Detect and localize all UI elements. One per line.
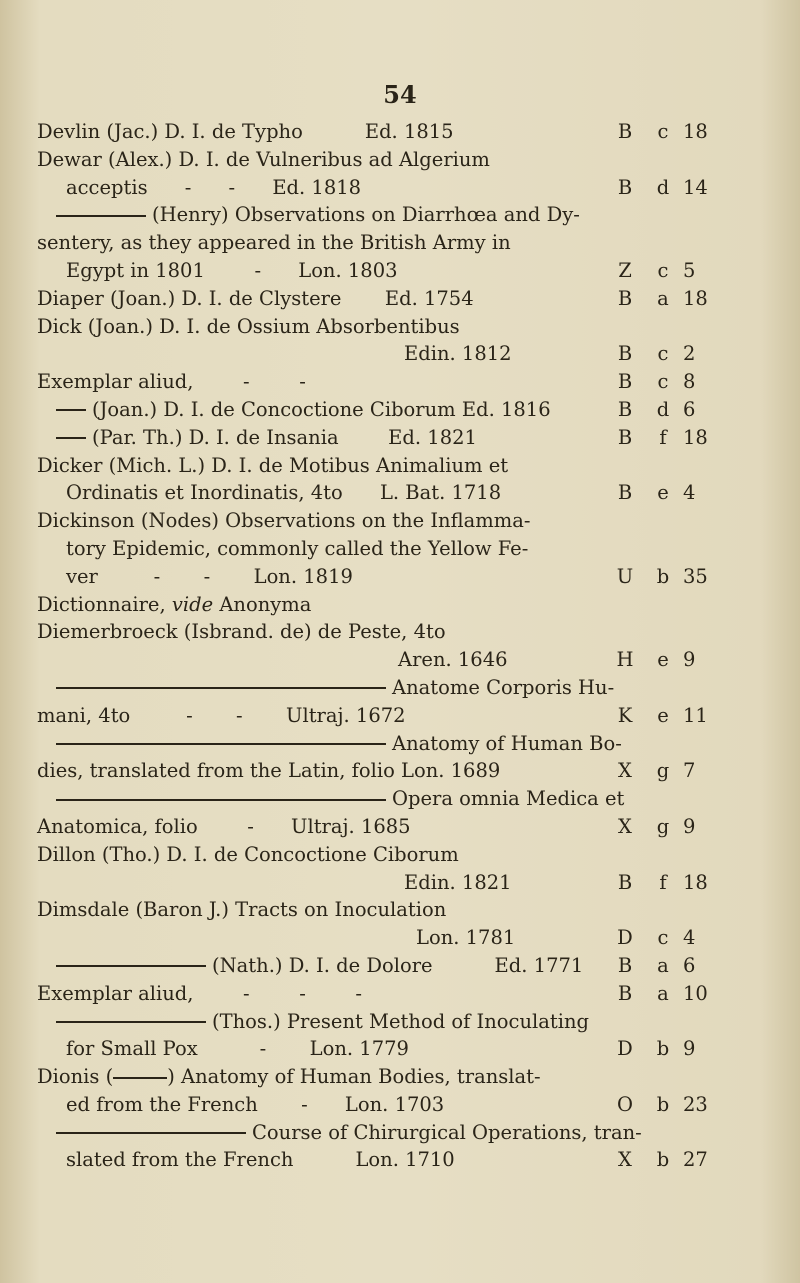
catalogue-line	[0, 1063, 800, 1091]
entry-text	[37, 757, 500, 785]
entry-text-main: dies, translated from the Latin, folio Lon. 1689	[37, 759, 501, 783]
shelf-sub-letter: g	[656, 759, 670, 783]
catalogue-line	[0, 785, 800, 813]
catalogue-line	[0, 563, 800, 591]
catalogue-line	[0, 285, 800, 313]
shelf-number: 18	[683, 120, 708, 143]
entry-text	[37, 702, 406, 730]
entry-text-main: acceptis - - Ed. 1818	[66, 175, 362, 199]
entry-text	[56, 201, 580, 229]
catalogue-line	[0, 174, 800, 202]
entry-text	[56, 1119, 642, 1147]
catalogue-line	[0, 368, 800, 396]
catalogue-line	[0, 479, 800, 507]
shelf-sub-letter: b	[656, 1148, 670, 1172]
ditto-rule	[56, 215, 146, 217]
shelf-letter: B	[617, 286, 633, 310]
entry-text-main: Edin. 1821	[404, 870, 512, 894]
shelf-sub-letter: c	[657, 258, 669, 282]
shelf-number: 18	[683, 286, 708, 310]
page-number: 54	[383, 80, 417, 109]
shelf-sub-letter: a	[657, 981, 669, 1005]
entry-text-main: (Henry) Observations on Diarrhœa and Dy-	[152, 203, 580, 227]
entry-text	[56, 785, 624, 813]
shelf-sub-letter: e	[657, 481, 669, 505]
entry-text	[416, 924, 515, 952]
entry-text-main: Ordinatis et Inordinatis, 4to L. Bat. 1718	[66, 481, 502, 505]
catalogue-line	[0, 869, 800, 897]
entry-text-main: ver - - Lon. 1819	[66, 564, 353, 588]
entry-text-main: ed from the French - Lon. 1703	[66, 1092, 445, 1116]
blank-rule	[113, 1077, 167, 1079]
shelf-number: 2	[683, 342, 696, 366]
entry-text-main: Dionis (	[37, 1065, 114, 1089]
ditto-rule	[56, 799, 386, 801]
entry-text-main: Dicker (Mich. L.) D. I. de Motibus Animalium et	[37, 453, 509, 477]
entry-text-main: Edin. 1812	[404, 342, 512, 366]
catalogue-line	[0, 896, 800, 924]
catalogue-line	[0, 1008, 800, 1036]
entry-text	[37, 146, 490, 174]
shelf-number: 18	[683, 425, 708, 449]
shelf-sub-letter: e	[657, 648, 669, 672]
ditto-rule	[56, 409, 86, 411]
entry-text	[56, 952, 583, 980]
entry-text-main: Dillon (Tho.) D. I. de Concoctione Ciborum	[37, 842, 459, 866]
catalogue-line	[0, 1146, 800, 1174]
entry-text	[37, 229, 511, 257]
entry-text	[37, 591, 311, 619]
entry-text	[66, 174, 361, 202]
shelf-letter: X	[618, 814, 632, 838]
shelf-sub-letter: g	[656, 814, 670, 838]
catalogue-line	[0, 841, 800, 869]
shelf-sub-letter: b	[656, 564, 670, 588]
entry-text	[66, 479, 501, 507]
entry-text	[398, 646, 508, 674]
ditto-rule	[56, 437, 86, 439]
entry-text-main: mani, 4to - - Ultraj. 1672	[37, 703, 406, 727]
catalogue-line	[0, 229, 800, 257]
entry-text-main: Egypt in 1801 - Lon. 1803	[66, 258, 398, 282]
entry-text	[37, 896, 446, 924]
entry-text	[37, 313, 460, 341]
shelf-sub-letter: f	[659, 425, 667, 449]
catalogue-line	[0, 507, 800, 535]
catalogue-line	[0, 757, 800, 785]
entry-text-main: Anatomica, folio - Ultraj. 1685	[37, 814, 411, 838]
entry-text	[37, 118, 454, 146]
entry-text	[37, 813, 411, 841]
entry-text	[66, 1146, 455, 1174]
ditto-rule	[56, 743, 386, 745]
catalogue-line	[0, 1091, 800, 1119]
entry-text-continued: Anonyma	[213, 592, 312, 616]
shelf-letter: D	[617, 1037, 633, 1061]
entry-text-main: Exemplar aliud, - -	[37, 370, 306, 394]
entry-text-main: (Par. Th.) D. I. de Insania Ed. 1821	[92, 425, 477, 449]
shelf-sub-letter: c	[657, 120, 669, 143]
entry-text-main: Dickinson (Nodes) Observations on the Inflamma-	[37, 509, 531, 533]
shelf-number: 10	[683, 981, 708, 1005]
shelf-number: 6	[683, 953, 696, 977]
catalogue-line	[0, 313, 800, 341]
entry-text-main: Dick (Joan.) D. I. de Ossium Absorbentibus	[37, 314, 460, 338]
shelf-letter: B	[617, 981, 633, 1005]
catalogue-line	[0, 396, 800, 424]
entry-text-main: slated from the French Lon. 1710	[66, 1148, 455, 1172]
entry-text-main: Course of Chirurgical Operations, tran-	[252, 1120, 642, 1144]
shelf-number: 11	[683, 703, 708, 727]
catalogue-line	[0, 201, 800, 229]
shelf-number: 4	[683, 926, 696, 950]
catalogue-line	[0, 618, 800, 646]
catalogue-line	[0, 924, 800, 952]
catalogue-line	[0, 674, 800, 702]
shelf-number: 9	[683, 814, 696, 838]
shelf-number: 4	[683, 481, 696, 505]
entry-text	[56, 730, 622, 758]
shelf-letter: K	[617, 703, 633, 727]
entry-italic: vide	[171, 592, 214, 616]
entry-text-main: for Small Pox - Lon. 1779	[66, 1037, 409, 1061]
catalogue-line	[0, 1119, 800, 1147]
shelf-letter: B	[617, 953, 633, 977]
entry-text	[37, 507, 530, 535]
shelf-sub-letter: c	[657, 370, 669, 394]
entry-text-main: (Thos.) Present Method of Inoculating	[212, 1009, 589, 1033]
entry-text	[56, 674, 614, 702]
shelf-letter: X	[618, 1148, 632, 1172]
shelf-sub-letter: e	[657, 703, 669, 727]
shelf-letter: O	[617, 1092, 633, 1116]
entry-text	[37, 452, 508, 480]
shelf-sub-letter: f	[659, 870, 667, 894]
ditto-rule	[56, 965, 206, 967]
entry-text-main: Diemerbroeck (Isbrand. de) de Peste, 4to	[37, 620, 446, 644]
entry-text-main: tory Epidemic, commonly called the Yellow Fe-	[66, 536, 529, 560]
entry-text	[404, 869, 512, 897]
shelf-sub-letter: a	[657, 953, 669, 977]
entry-text	[37, 1063, 541, 1091]
entry-text	[66, 563, 353, 591]
catalogue-line	[0, 118, 800, 146]
catalogue-line	[0, 646, 800, 674]
shelf-sub-letter: d	[656, 175, 670, 199]
entry-text-main: (Joan.) D. I. de Concoctione Ciborum Ed. 1816	[92, 397, 551, 421]
shelf-letter: B	[617, 370, 633, 394]
entry-text	[66, 535, 528, 563]
shelf-number: 23	[683, 1092, 708, 1116]
entry-text-main: Opera omnia Medica et	[392, 787, 625, 811]
entry-text	[66, 257, 398, 285]
entry-text	[37, 285, 474, 313]
catalogue-line	[0, 257, 800, 285]
shelf-letter: H	[616, 648, 634, 672]
shelf-sub-letter: c	[657, 342, 669, 366]
entry-text	[56, 396, 551, 424]
shelf-letter: B	[617, 425, 633, 449]
shelf-number: 35	[683, 564, 708, 588]
entry-text-main: Devlin (Jac.) D. I. de Typho Ed. 1815	[37, 120, 454, 143]
entry-text-main: (Nath.) D. I. de Dolore Ed. 1771	[212, 953, 584, 977]
shelf-number: 9	[683, 1037, 696, 1061]
shelf-letter: U	[616, 564, 634, 588]
shelf-sub-letter: c	[657, 926, 669, 950]
shelf-sub-letter: d	[656, 397, 670, 421]
shelf-letter: B	[617, 342, 633, 366]
catalogue-line	[0, 952, 800, 980]
shelf-number: 27	[683, 1148, 708, 1172]
entry-text-main: Aren. 1646	[398, 648, 508, 672]
shelf-number: 9	[683, 648, 696, 672]
catalogue-line	[0, 591, 800, 619]
entry-text-main: Lon. 1781	[416, 926, 516, 950]
entry-text-main: Dictionnaire,	[37, 592, 172, 616]
catalogue-line	[0, 535, 800, 563]
entry-text-main: Exemplar aliud, - - -	[37, 981, 362, 1005]
entry-text	[37, 841, 459, 869]
shelf-letter: B	[617, 870, 633, 894]
shelf-sub-letter: b	[656, 1037, 670, 1061]
entry-text	[404, 340, 512, 368]
shelf-number: 7	[683, 759, 696, 783]
ditto-rule	[56, 1132, 246, 1134]
ditto-rule	[56, 1021, 206, 1023]
catalogue-line	[0, 424, 800, 452]
shelf-letter: B	[617, 120, 633, 143]
shelf-letter: B	[617, 397, 633, 421]
catalogue-line	[0, 1035, 800, 1063]
entry-text	[56, 1008, 589, 1036]
shelf-number: 6	[683, 397, 696, 421]
shelf-number: 5	[683, 258, 696, 282]
entry-text-main: sentery, as they appeared in the British Army in	[37, 231, 511, 255]
entry-text-main: Diaper (Joan.) D. I. de Clystere Ed. 1754	[37, 286, 474, 310]
entry-text-main: Dewar (Alex.) D. I. de Vulneribus ad Algerium	[37, 147, 490, 171]
shelf-number: 14	[683, 175, 708, 199]
entry-text-main: Anatome Corporis Hu-	[392, 675, 615, 699]
entry-text	[66, 1091, 444, 1119]
entry-text	[66, 1035, 409, 1063]
catalogue-line	[0, 730, 800, 758]
entry-text-continued: ) Anatomy of Human Bodies, translat-	[167, 1065, 541, 1089]
catalogue-line	[0, 146, 800, 174]
shelf-letter: X	[618, 759, 632, 783]
shelf-letter: Z	[618, 258, 632, 282]
catalogue-line	[0, 702, 800, 730]
entry-text	[56, 424, 477, 452]
catalogue-line	[0, 340, 800, 368]
shelf-letter: D	[617, 926, 633, 950]
catalogue-line	[0, 813, 800, 841]
shelf-number: 18	[683, 870, 708, 894]
shelf-sub-letter: a	[657, 286, 669, 310]
entry-text-main: Anatomy of Human Bo-	[392, 731, 622, 755]
catalogue-entries	[0, 118, 800, 1174]
shelf-letter: B	[617, 481, 633, 505]
shelf-letter: B	[617, 175, 633, 199]
shelf-number: 8	[683, 370, 696, 394]
catalogue-line	[0, 452, 800, 480]
entry-text-main: Dimsdale (Baron J.) Tracts on Inoculation	[37, 898, 447, 922]
shelf-sub-letter: b	[656, 1092, 670, 1116]
entry-text	[37, 980, 362, 1008]
catalogue-line	[0, 980, 800, 1008]
entry-text	[37, 618, 446, 646]
entry-text	[37, 368, 306, 396]
ditto-rule	[56, 687, 386, 689]
